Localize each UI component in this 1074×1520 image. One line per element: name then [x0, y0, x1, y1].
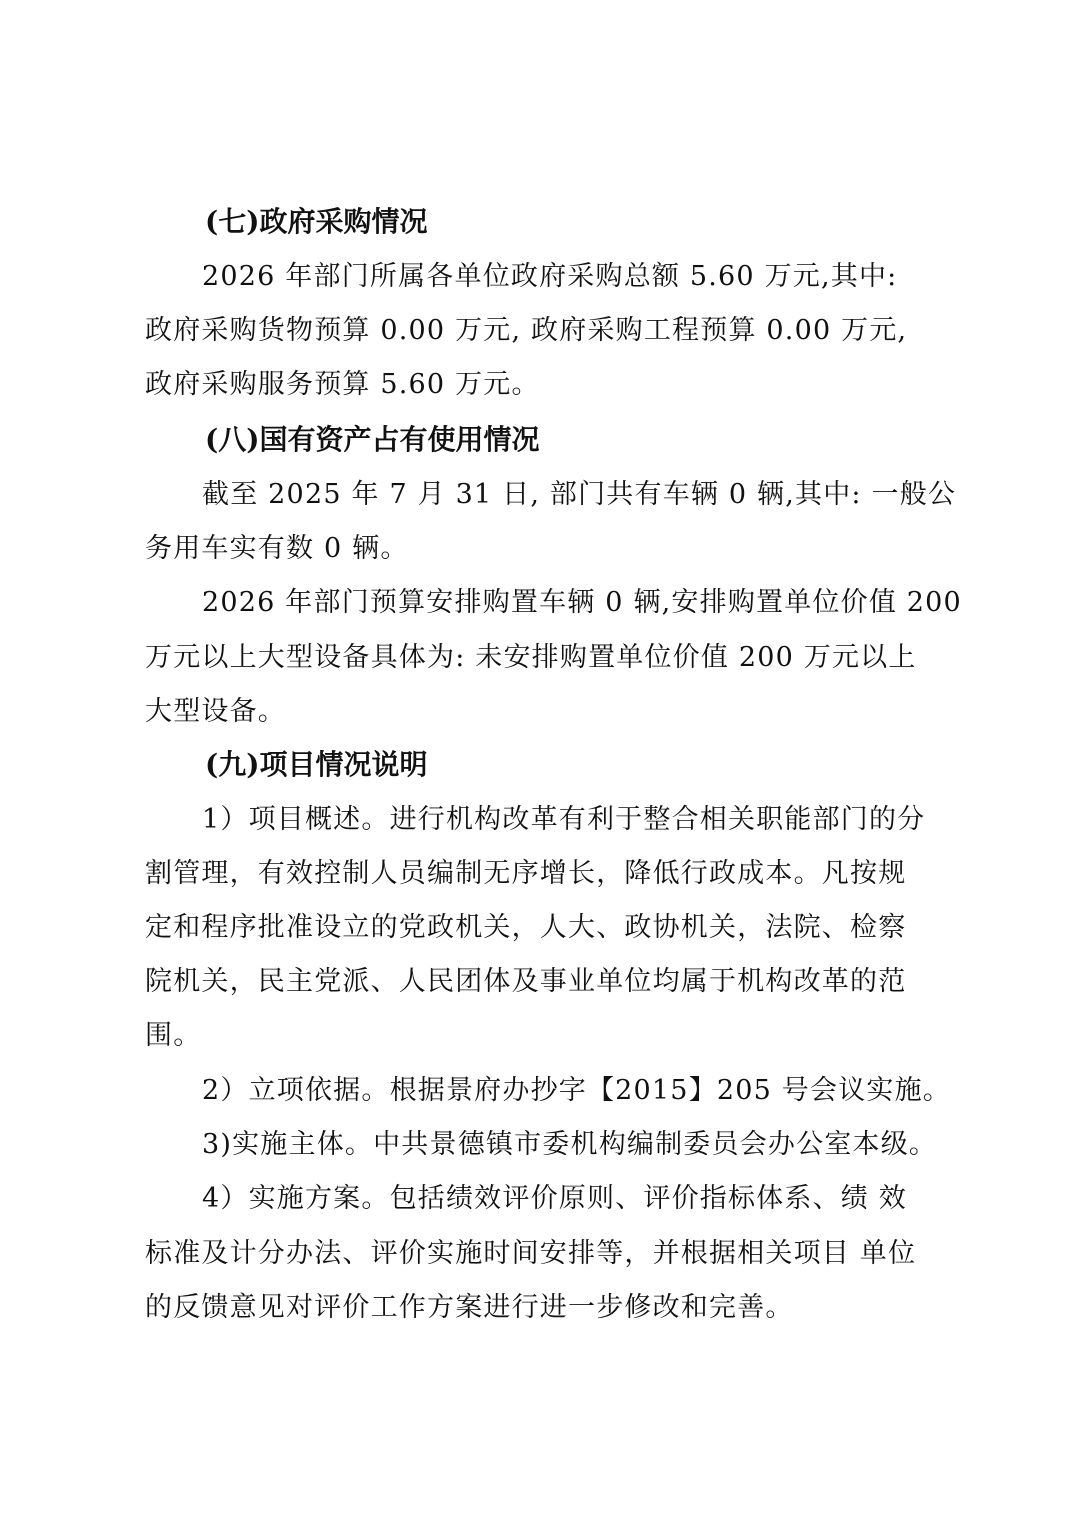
section-heading-state-assets: (八)国有资产占有使用情况 [205, 423, 540, 456]
paragraph-line: 的反馈意见对评价工作方案进行进一步修改和完善。 [145, 1292, 794, 1323]
paragraph-line: 截至 2025 年 7 月 31 日, 部门共有车辆 0 辆,其中: 一般公 [202, 479, 957, 510]
paragraph-line: 4）实施方案。包括绩效评价原则、评价指标体系、绩 效 [202, 1183, 907, 1214]
paragraph-line: 2026 年部门所属各单位政府采购总额 5.60 万元,其中: [202, 261, 898, 292]
section-heading-project-description: (九)项目情况说明 [205, 748, 428, 781]
paragraph-line: 务用车实有数 0 辆。 [145, 533, 409, 564]
paragraph-line: 2）立项依据。根据景府办抄字【2015】205 号会议实施。 [202, 1075, 952, 1106]
paragraph-line: 万元以上大型设备具体为: 未安排购置单位价值 200 万元以上 [145, 642, 917, 673]
paragraph-line: 大型设备。 [145, 696, 286, 727]
paragraph-line: 2026 年部门预算安排购置车辆 0 辆,安排购置单位价值 200 [202, 587, 962, 618]
paragraph-line: 政府采购货物预算 0.00 万元, 政府采购工程预算 0.00 万元, [145, 315, 908, 346]
paragraph-line: 院机关，民主党派、人民团体及事业单位均属于机构改革的范 [145, 966, 907, 997]
paragraph-line: 1）项目概述。进行机构改革有利于整合相关职能部门的分 [202, 804, 926, 835]
paragraph-line: 割管理，有效控制人员编制无序增长，降低行政成本。凡按规 [145, 858, 907, 889]
paragraph-line: 3)实施主体。中共景德镇市委机构编制委员会办公室本级。 [202, 1129, 938, 1160]
paragraph-line: 定和程序批准设立的党政机关，人大、政协机关，法院、检察 [145, 912, 907, 943]
paragraph-line: 政府采购服务预算 5.60 万元。 [145, 369, 540, 400]
paragraph-line: 围。 [145, 1020, 202, 1051]
section-heading-government-procurement: (七)政府采购情况 [205, 205, 428, 238]
paragraph-line: 标准及计分办法、评价实施时间安排等，并根据相关项目 单位 [145, 1238, 917, 1269]
